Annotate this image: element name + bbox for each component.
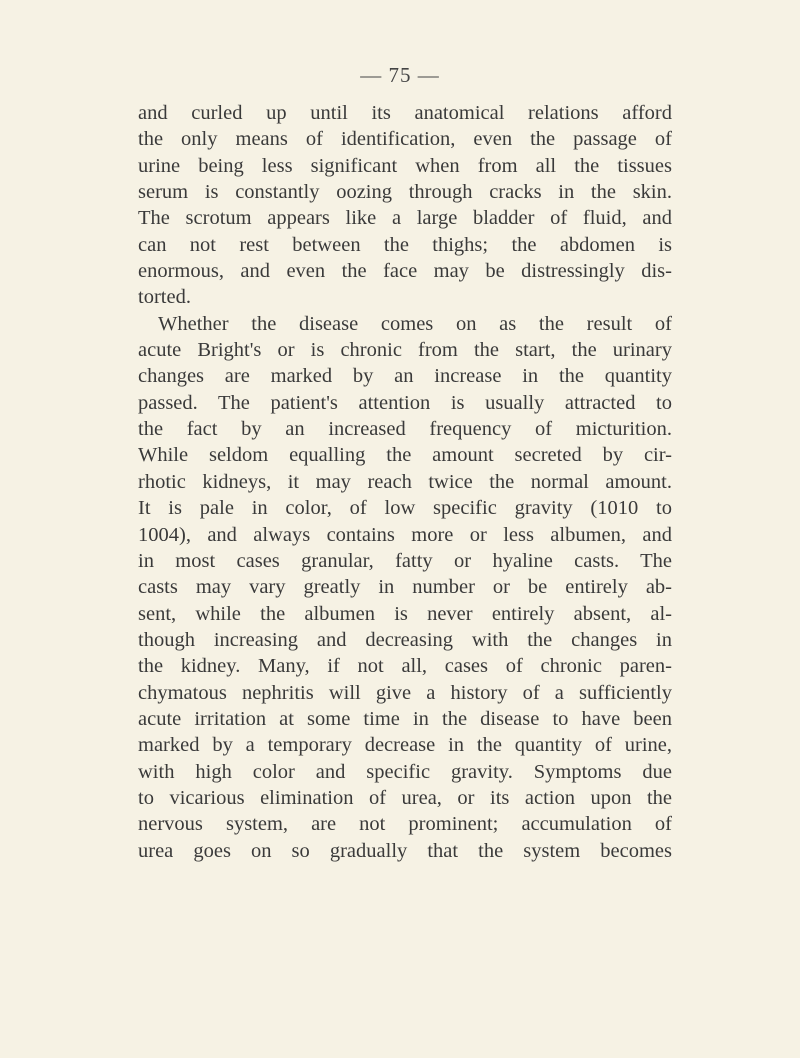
text-line: the kidney. Many, if not all, cases of chronic paren- [138, 655, 672, 678]
text-line: While seldom equalling the amount secreted by cir- [138, 444, 672, 467]
page-number: — 75 — [360, 63, 440, 87]
text-line: to vicarious elimination of urea, or its action upon the [138, 786, 672, 809]
text-line: the fact by an increased frequency of micturition. [138, 418, 672, 441]
text-line: sent, while the albumen is never entirely absent, al- [138, 602, 672, 625]
text-line: urea goes on so gradually that the system becomes [138, 839, 672, 862]
text-line: with high color and specific gravity. Symptoms due [138, 760, 672, 783]
text-line: changes are marked by an increase in the quantity [138, 365, 672, 388]
text-line: chymatous nephritis will give a history of a sufficiently [138, 681, 672, 704]
text-line: in most cases granular, fatty or hyaline casts. The [138, 549, 672, 572]
text-line: marked by a temporary decrease in the quantity of urine, [138, 734, 672, 757]
body-text [138, 100, 672, 864]
text-line: acute Bright's or is chronic from the start, the urinary [138, 339, 672, 362]
text-line: the only means of identification, even the passage of [138, 128, 672, 151]
text-line: nervous system, are not prominent; accumulation of [138, 813, 672, 836]
text-line: acute irritation at some time in the disease to have been [138, 707, 672, 730]
text-line: enormous, and even the face may be distressingly dis- [138, 260, 672, 283]
text-line: passed. The patient's attention is usually attracted to [138, 391, 672, 414]
text-line: urine being less significant when from all the tissues [138, 154, 672, 177]
text-line: The scrotum appears like a large bladder of fluid, and [138, 207, 672, 230]
text-line: Whether the disease comes on as the result of [158, 312, 672, 335]
text-line: serum is constantly oozing through cracks in the skin. [138, 181, 672, 204]
text-line: rhotic kidneys, it may reach twice the normal amount. [138, 470, 672, 493]
text-line: though increasing and decreasing with the changes in [138, 628, 672, 651]
text-line: It is pale in color, of low specific gravity (1010 to [138, 497, 672, 520]
text-line: casts may vary greatly in number or be entirely ab- [138, 576, 672, 599]
text-line: can not rest between the thighs; the abdomen is [138, 233, 672, 256]
text-line: torted. [138, 286, 191, 309]
text-line: and curled up until its anatomical relations afford [138, 102, 672, 124]
text-line: 1004), and always contains more or less albumen, and [138, 523, 672, 546]
